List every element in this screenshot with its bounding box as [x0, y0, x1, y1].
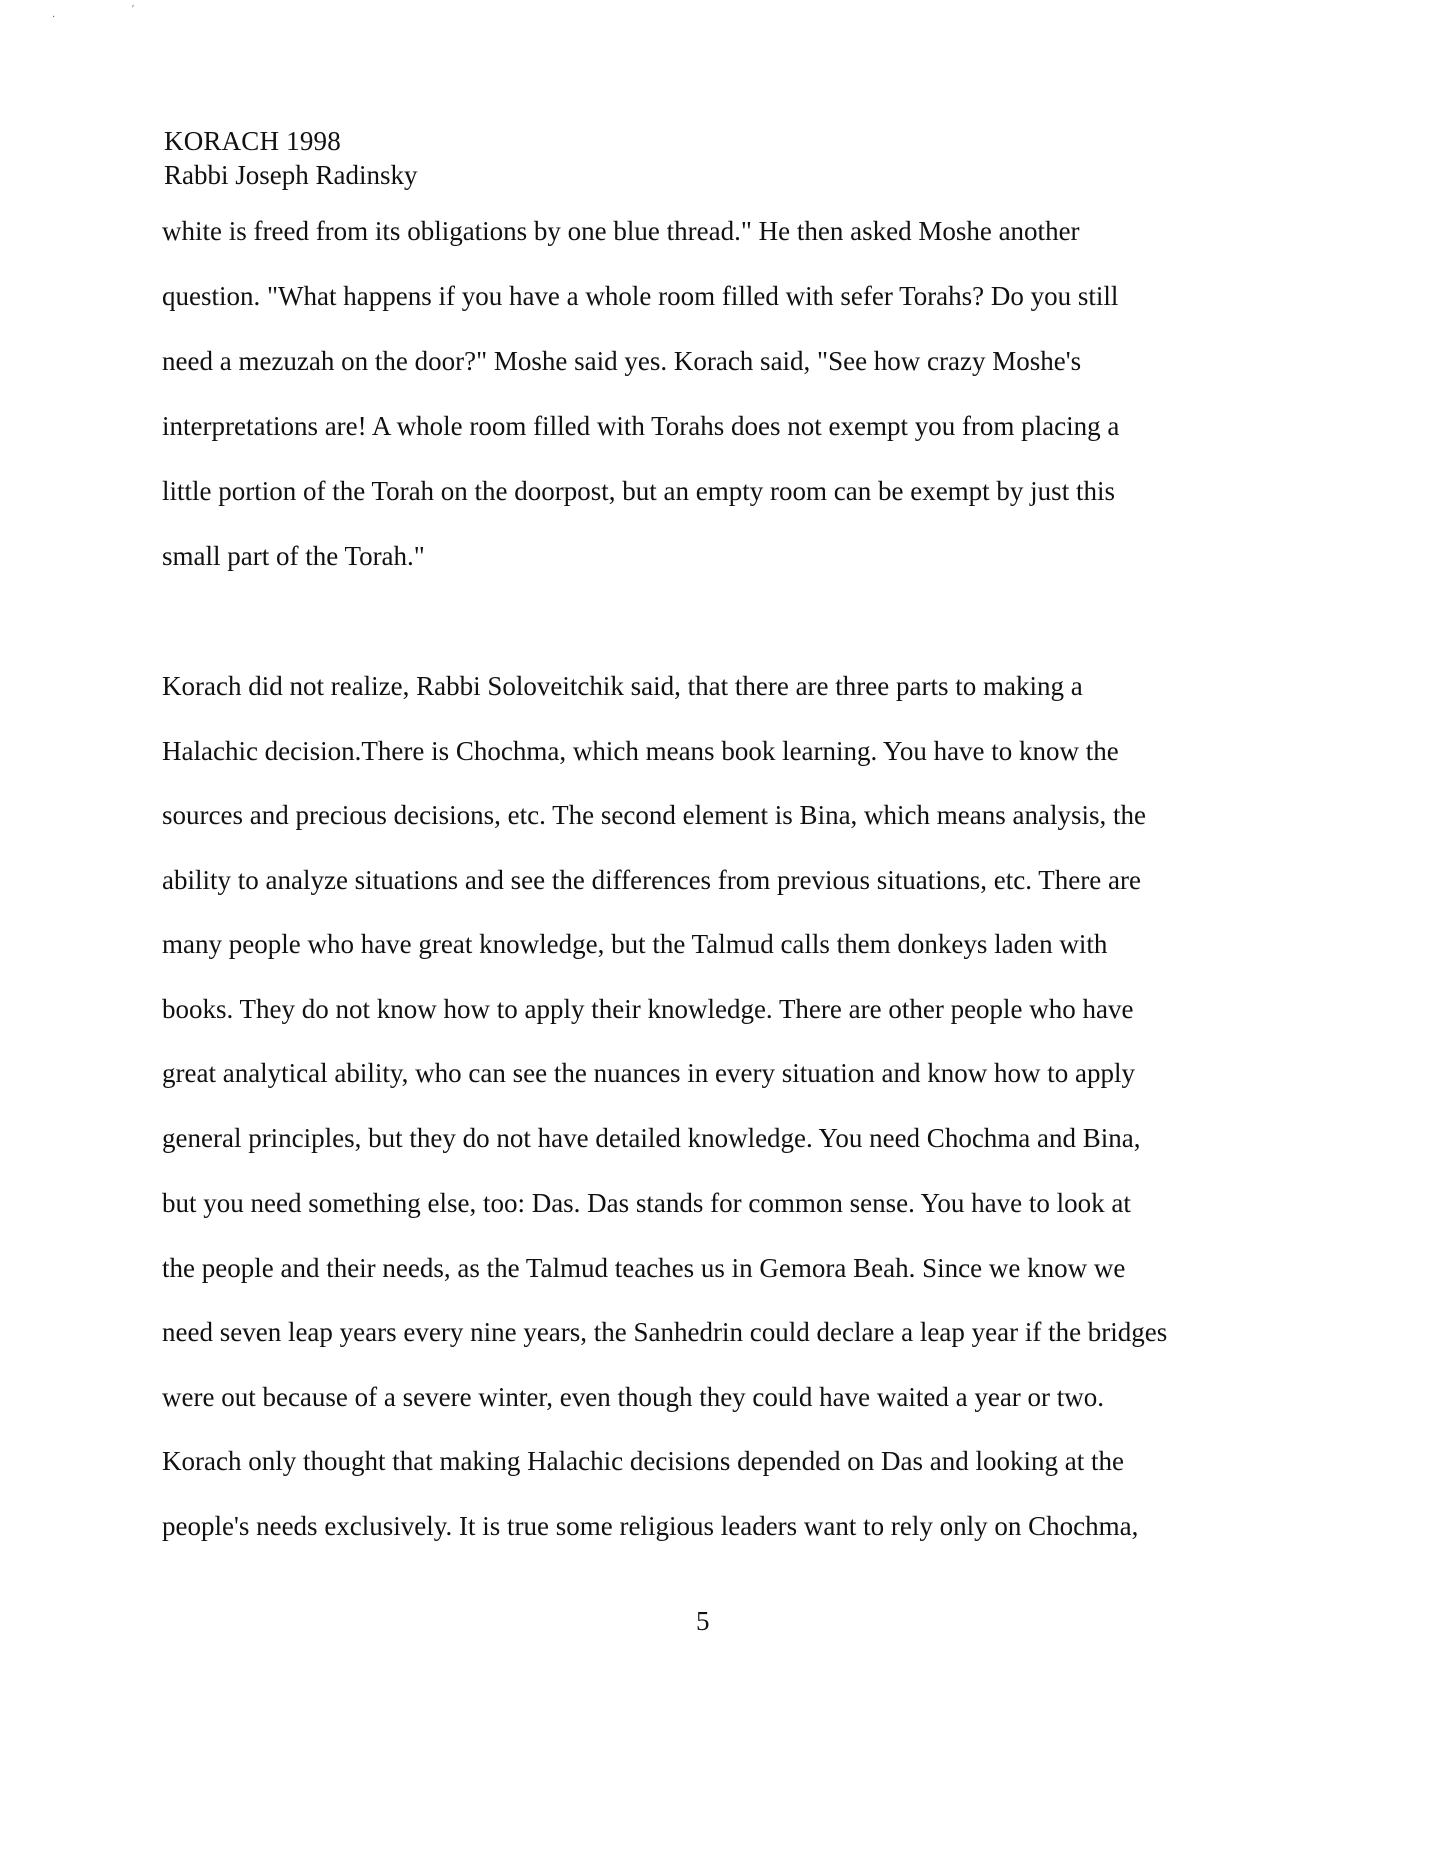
text-line: Korach did not realize, Rabbi Soloveitchik said, that there are three parts to making a — [162, 671, 1083, 701]
text-line: general principles, but they do not have detailed knowledge. You need Chochma and Bina, — [162, 1123, 1141, 1153]
text-line: but you need something else, too: Das. Das stands for common sense. You have to look at — [162, 1188, 1131, 1218]
text-line: white is freed from its obligations by one blue thread." He then asked Moshe another — [162, 216, 1080, 246]
text-line: were out because of a severe winter, even though they could have waited a year or two. — [162, 1382, 1105, 1412]
text-line: great analytical ability, who can see the nuances in every situation and know how to apply — [162, 1058, 1135, 1088]
scan-speck: ʹ — [132, 4, 135, 15]
text-line: small part of the Torah." — [162, 541, 425, 571]
page-number: 5 — [696, 1606, 710, 1636]
text-line: interpretations are! A whole room filled with Torahs does not exempt you from placing a — [162, 411, 1120, 441]
text-line: question. "What happens if you have a whole room filled with sefer Torahs? Do you still — [162, 281, 1119, 311]
text-line: need seven leap years every nine years, the Sanhedrin could declare a leap year if the bridges — [162, 1317, 1168, 1347]
text-line: Halachic decision.There is Chochma, which means book learning. You have to know the — [162, 736, 1119, 766]
document-author: Rabbi Joseph Radinsky — [164, 160, 418, 190]
text-line: books. They do not know how to apply their knowledge. There are other people who have — [162, 994, 1134, 1024]
text-line: the people and their needs, as the Talmud teaches us in Gemora Beah. Since we know we — [162, 1253, 1126, 1283]
text-line: many people who have great knowledge, but the Talmud calls them donkeys laden with — [162, 929, 1108, 959]
document-title: KORACH 1998 — [164, 126, 341, 156]
text-line: sources and precious decisions, etc. The second element is Bina, which means analysis, the — [162, 800, 1146, 830]
document-header — [164, 124, 418, 192]
text-line: people's needs exclusively. It is true some religious leaders want to rely only on Chochma, — [162, 1511, 1139, 1541]
text-line: need a mezuzah on the door?" Moshe said yes. Korach said, "See how crazy Moshe's — [162, 346, 1082, 376]
scan-speck: · — [52, 12, 56, 23]
text-line: little portion of the Torah on the doorpost, but an empty room can be exempt by just this — [162, 476, 1115, 506]
text-line: Korach only thought that making Halachic decisions depended on Das and looking at the — [162, 1446, 1125, 1476]
text-line: ability to analyze situations and see the differences from previous situations, etc. There are — [162, 865, 1141, 895]
